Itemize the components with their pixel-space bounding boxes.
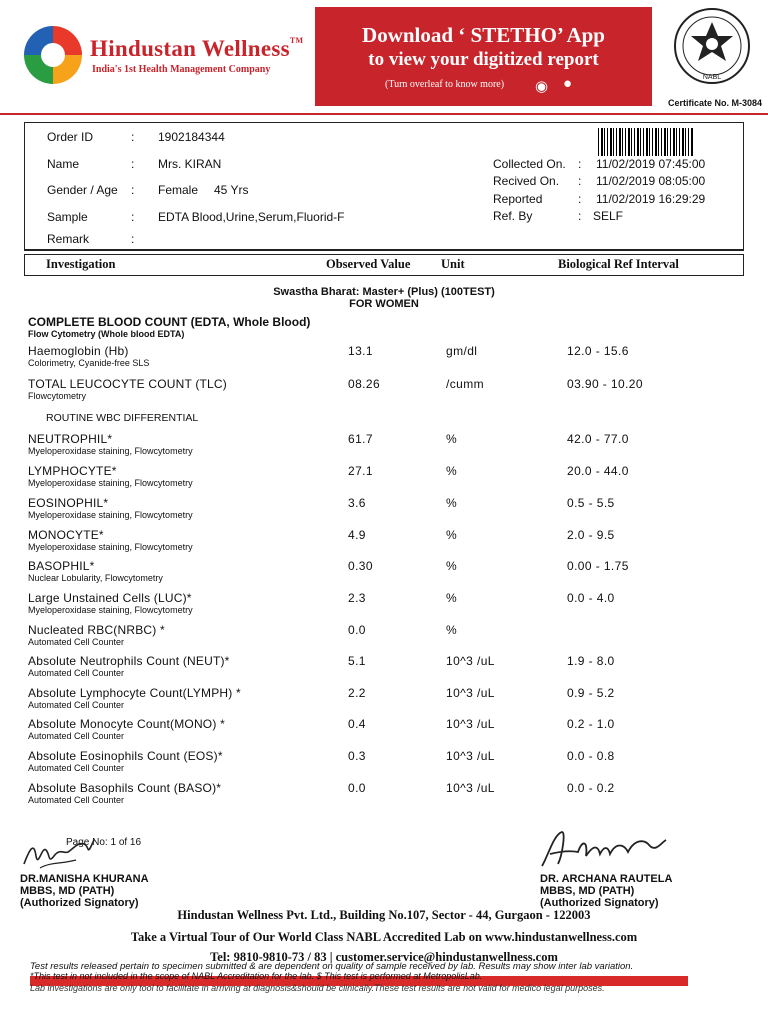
test-value: 0.30 [348, 559, 373, 573]
test-value: 4.9 [348, 528, 366, 542]
test-value: 3.6 [348, 496, 366, 510]
doctor2-name: DR. ARCHANA RAUTELA [540, 873, 673, 885]
age-value: 45 Yrs [214, 183, 249, 197]
gender-age-label: Gender / Age [47, 183, 118, 197]
table-row [0, 781, 768, 813]
test-name: LYMPHOCYTE* [28, 464, 117, 478]
test-unit: 10^3 /uL [446, 749, 495, 763]
name-value: Mrs. KIRAN [158, 157, 222, 171]
test-name: Absolute Lymphocyte Count(LYMPH) * [28, 686, 241, 700]
name-label: Name [47, 157, 80, 171]
test-ref-interval: 0.2 - 1.0 [567, 717, 615, 731]
remark-label: Remark [47, 232, 90, 246]
colon: : [131, 130, 135, 144]
test-unit: % [446, 591, 458, 605]
table-row [0, 528, 768, 560]
table-row [0, 496, 768, 528]
test-name: TOTAL LEUCOCYTE COUNT (TLC) [28, 377, 227, 391]
test-value: 0.4 [348, 717, 366, 731]
test-method: Automated Cell Counter [28, 763, 125, 773]
col-unit: Unit [441, 257, 465, 271]
package-title: Swastha Bharat: Master+ (Plus) (100TEST) [273, 286, 495, 298]
seal-label: NABL [702, 74, 722, 81]
test-name: Haemoglobin (Hb) [28, 344, 129, 358]
table-row [0, 344, 768, 376]
table-row [0, 464, 768, 496]
banner-title: Download ‘ STETHO’ App [362, 23, 605, 47]
table-row [0, 559, 768, 591]
test-value: 27.1 [348, 464, 373, 478]
test-unit: 10^3 /uL [446, 686, 495, 700]
test-name: Absolute Neutrophils Count (NEUT)* [28, 654, 230, 668]
order-id-value: 1902184344 [158, 130, 225, 144]
test-method: Myeloperoxidase staining, Flowcytometry [28, 478, 193, 488]
section-title: COMPLETE BLOOD COUNT (EDTA, Whole Blood) [28, 315, 311, 329]
test-unit: % [446, 496, 458, 510]
test-method: Myeloperoxidase staining, Flowcytometry [28, 605, 193, 615]
virtual-tour-text: Take a Virtual Tour of Our World Class NABL Accredited Lab on www.hindustanwellness.com [130, 930, 638, 944]
test-value: 0.0 [348, 623, 366, 637]
banner-note: (Turn overleaf to know more) [385, 79, 505, 90]
table-row [0, 432, 768, 464]
brand-tagline: India's 1st Health Management Company [92, 64, 271, 75]
test-unit: gm/dl [446, 344, 478, 358]
test-name: MONOCYTE* [28, 528, 104, 542]
table-row [0, 717, 768, 749]
col-investigation: Investigation [46, 257, 116, 271]
test-value: 2.2 [348, 686, 366, 700]
test-ref-interval: 03.90 - 10.20 [567, 377, 643, 391]
col-observed-value: Observed Value [326, 257, 411, 271]
test-ref-interval: 0.0 - 4.0 [567, 591, 615, 605]
collected-value: 11/02/2019 07:45:00 [596, 157, 706, 171]
signature-rautela [538, 826, 668, 872]
doctor1-name: DR.MANISHA KHURANA [20, 873, 149, 885]
test-unit: % [446, 623, 458, 637]
test-name: Absolute Eosinophils Count (EOS)* [28, 749, 223, 763]
table-row [0, 654, 768, 686]
col-reference: Biological Ref Interval [558, 257, 679, 271]
test-name: NEUTROPHIL* [28, 432, 113, 446]
reported-label: Reported [493, 192, 543, 206]
colon: : [578, 209, 582, 223]
sample-value: EDTA Blood,Urine,Serum,Fluorid-F [158, 210, 345, 224]
test-name: Nucleated RBC(NRBC) * [28, 623, 165, 637]
section-method: Flow Cytometry (Whole blood EDTA) [28, 329, 185, 339]
certificate-number: Certificate No. M-3084 [668, 98, 763, 108]
disclaimer-1: Test results released pertain to specimen submitted & are dependent on quality of sample received by lab. Results may show inter lab variation. [30, 961, 634, 972]
test-unit: 10^3 /uL [446, 717, 495, 731]
test-name: EOSINOPHIL* [28, 496, 109, 510]
test-value: 2.3 [348, 591, 366, 605]
test-value: 0.0 [348, 781, 366, 795]
nabl-seal-icon [672, 4, 752, 90]
table-row [0, 749, 768, 781]
test-ref-interval: 0.0 - 0.2 [567, 781, 615, 795]
doctor2-degree: MBBS, MD (PATH) [540, 885, 635, 897]
doctor1-role: (Authorized Signatory) [20, 897, 139, 909]
disclaimer-2: *This test in not included in the scope of NABL Accreditation for the lab. $ This test is performed at MetropolisLab. [30, 971, 483, 981]
test-unit: 10^3 /uL [446, 781, 495, 795]
test-ref-interval: 2.0 - 9.5 [567, 528, 615, 542]
brand-name: Hindustan Wellness™ [90, 36, 304, 61]
test-value: 13.1 [348, 344, 373, 358]
colon: : [578, 192, 582, 206]
barcode [598, 128, 694, 156]
signature-khurana [20, 828, 100, 874]
test-method: Automated Cell Counter [28, 637, 125, 647]
test-method: Myeloperoxidase staining, Flowcytometry [28, 446, 193, 456]
test-unit: % [446, 464, 458, 478]
gender-value: Female [158, 183, 199, 197]
doctor1-degree: MBBS, MD (PATH) [20, 885, 115, 897]
test-method: Colorimetry, Cyanide-free SLS [28, 358, 150, 368]
lab-address: Hindustan Wellness Pvt. Ltd., Building No.107, Sector - 44, Gurgaon - 122003 [177, 908, 591, 922]
test-unit: 10^3 /uL [446, 654, 495, 668]
reported-value: 11/02/2019 16:29:29 [596, 192, 706, 206]
test-ref-interval: 0.5 - 5.5 [567, 496, 615, 510]
table-row [0, 686, 768, 718]
android-icon: ◉ [535, 79, 549, 95]
contact-info: Tel: 9810-9810-73 / 83 | customer.service@hindustanwellness.com [210, 950, 558, 964]
hindustan-wellness-logo [24, 26, 82, 84]
subheading: ROUTINE WBC DIFFERENTIAL [46, 412, 199, 424]
ref-by-label: Ref. By [493, 209, 533, 223]
test-value: 0.3 [348, 749, 366, 763]
test-ref-interval: 1.9 - 8.0 [567, 654, 615, 668]
test-method: Automated Cell Counter [28, 668, 125, 678]
test-method: Flowcytometry [28, 391, 87, 401]
page-number: Page No: 1 of 16 [66, 837, 142, 848]
doctor2-role: (Authorized Signatory) [540, 897, 659, 909]
order-id-label: Order ID [47, 130, 94, 144]
collected-label: Collected On. [493, 157, 566, 171]
apple-icon: ● [563, 76, 573, 92]
banner-subtitle: to view your digitized report [368, 49, 599, 70]
ref-by-value: SELF [593, 209, 624, 223]
test-ref-interval: 42.0 - 77.0 [567, 432, 629, 446]
colon: : [131, 183, 135, 197]
sample-label: Sample [47, 210, 88, 224]
test-name: Absolute Basophils Count (BASO)* [28, 781, 222, 795]
test-value: 5.1 [348, 654, 366, 668]
colon: : [578, 174, 582, 188]
test-ref-interval: 0.9 - 5.2 [567, 686, 615, 700]
test-method: Automated Cell Counter [28, 700, 125, 710]
test-name: Large Unstained Cells (LUC)* [28, 591, 192, 605]
test-unit: /cumm [446, 377, 484, 391]
received-label: Recived On. [493, 174, 560, 188]
stetho-app-banner[interactable] [315, 7, 652, 106]
test-ref-interval: 0.0 - 0.8 [567, 749, 615, 763]
colon: : [131, 210, 135, 224]
test-method: Automated Cell Counter [28, 795, 125, 805]
test-method: Myeloperoxidase staining, Flowcytometry [28, 542, 193, 552]
test-unit: % [446, 559, 458, 573]
test-name: BASOPHIL* [28, 559, 95, 573]
table-row [0, 623, 768, 655]
test-method: Myeloperoxidase staining, Flowcytometry [28, 510, 193, 520]
received-value: 11/02/2019 08:05:00 [596, 174, 706, 188]
test-ref-interval: 12.0 - 15.6 [567, 344, 629, 358]
colon: : [131, 232, 135, 246]
test-ref-interval: 0.00 - 1.75 [567, 559, 629, 573]
test-unit: % [446, 528, 458, 542]
package-subtitle: FOR WOMEN [349, 298, 419, 310]
table-row [0, 377, 768, 409]
test-name: Absolute Monocyte Count(MONO) * [28, 717, 225, 731]
header-divider [0, 113, 768, 115]
test-method: Automated Cell Counter [28, 731, 125, 741]
test-value: 08.26 [348, 377, 381, 391]
colon: : [578, 157, 582, 171]
colon: : [131, 157, 135, 171]
test-unit: % [446, 432, 458, 446]
test-value: 61.7 [348, 432, 373, 446]
test-ref-interval: 20.0 - 44.0 [567, 464, 629, 478]
disclaimer-3: Lab investigations are only tool to facilitate in arriving at diagnosis&should be clinically.These test results are not valid for medico legal purposes. [30, 983, 605, 993]
test-method: Nuclear Lobularity, Flowcytometry [28, 573, 163, 583]
table-row [0, 591, 768, 623]
